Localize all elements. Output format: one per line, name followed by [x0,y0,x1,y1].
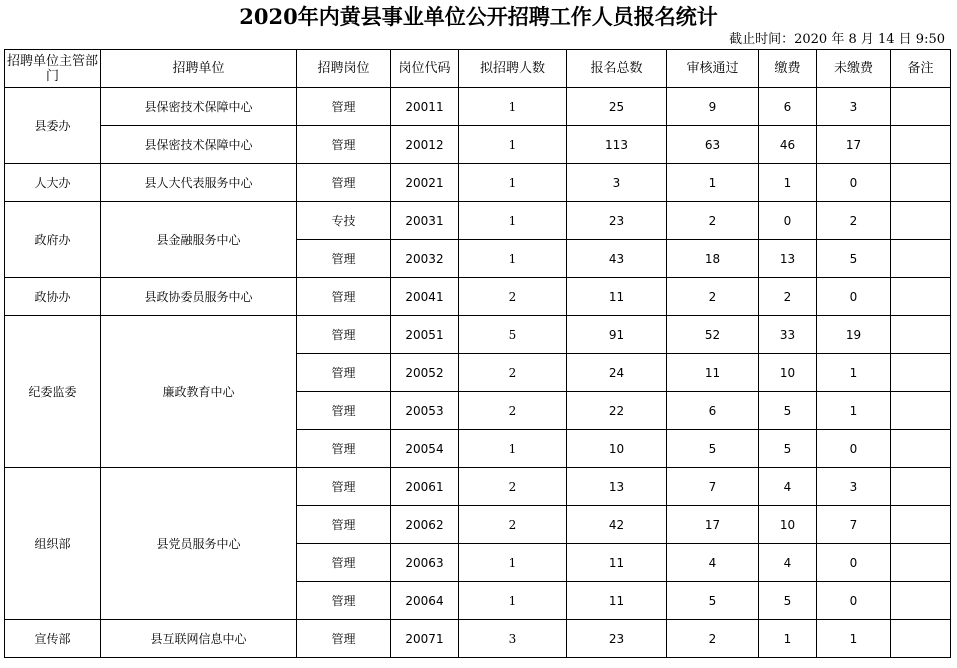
cell-paid: 13 [759,240,817,278]
cell-approved: 17 [667,506,759,544]
cell-total: 13 [567,468,667,506]
cell-code: 20054 [391,430,459,468]
cell-total: 3 [567,164,667,202]
cell-post: 专技 [297,202,391,240]
cell-unit: 县互联网信息中心 [101,620,297,658]
header-unit: 招聘单位 [101,50,297,88]
deadline-text: 截止时间：2020 年 8 月 14 日 9:50 [729,32,945,47]
cell-paid: 2 [759,278,817,316]
header-planned: 拟招聘人数 [459,50,567,88]
header-dept: 招聘单位主管部门 [5,50,101,88]
cell-post: 管理 [297,544,391,582]
cell-note [891,88,951,126]
cell-unit: 县党员服务中心 [101,468,297,620]
cell-note [891,506,951,544]
cell-total: 22 [567,392,667,430]
cell-planned: 2 [459,354,567,392]
cell-post: 管理 [297,278,391,316]
cell-unit: 县保密技术保障中心 [101,88,297,126]
cell-unpaid: 0 [817,582,891,620]
cell-planned: 1 [459,202,567,240]
cell-unpaid: 3 [817,468,891,506]
cell-planned: 2 [459,278,567,316]
cell-unpaid: 0 [817,164,891,202]
cell-dept: 组织部 [5,468,101,620]
cell-unpaid: 5 [817,240,891,278]
cell-code: 20062 [391,506,459,544]
cell-approved: 63 [667,126,759,164]
cell-planned: 3 [459,620,567,658]
cell-unpaid: 0 [817,430,891,468]
cell-post: 管理 [297,88,391,126]
cell-approved: 4 [667,544,759,582]
cell-paid: 4 [759,544,817,582]
cell-approved: 52 [667,316,759,354]
cell-note [891,316,951,354]
cell-paid: 5 [759,392,817,430]
cell-paid: 6 [759,88,817,126]
cell-total: 25 [567,88,667,126]
table-row [5,88,951,126]
cell-total: 11 [567,544,667,582]
table-row [5,202,951,240]
cell-post: 管理 [297,468,391,506]
page-title: 2020年内黄县事业单位公开招聘工作人员报名统计 [239,4,718,29]
header-total: 报名总数 [567,50,667,88]
cell-planned: 2 [459,392,567,430]
cell-approved: 6 [667,392,759,430]
cell-planned: 5 [459,316,567,354]
header-post: 招聘岗位 [297,50,391,88]
cell-post: 管理 [297,354,391,392]
cell-approved: 7 [667,468,759,506]
cell-note [891,392,951,430]
header-approved: 审核通过 [667,50,759,88]
cell-planned: 2 [459,468,567,506]
cell-unpaid: 1 [817,354,891,392]
registration-table [4,49,951,658]
cell-post: 管理 [297,582,391,620]
cell-post: 管理 [297,620,391,658]
cell-note [891,126,951,164]
cell-code: 20012 [391,126,459,164]
cell-planned: 1 [459,88,567,126]
cell-unpaid: 1 [817,392,891,430]
cell-total: 43 [567,240,667,278]
cell-code: 20061 [391,468,459,506]
cell-dept: 县委办 [5,88,101,164]
cell-post: 管理 [297,392,391,430]
cell-code: 20052 [391,354,459,392]
cell-planned: 2 [459,506,567,544]
cell-paid: 5 [759,582,817,620]
table-row [5,126,951,164]
cell-paid: 46 [759,126,817,164]
cell-paid: 0 [759,202,817,240]
cell-unpaid: 7 [817,506,891,544]
header-row [5,50,951,88]
cell-post: 管理 [297,164,391,202]
header-unpaid: 未缴费 [817,50,891,88]
table-row [5,620,951,658]
cell-code: 20063 [391,544,459,582]
cell-approved: 5 [667,430,759,468]
cell-approved: 18 [667,240,759,278]
cell-unpaid: 17 [817,126,891,164]
cell-total: 23 [567,620,667,658]
cell-code: 20032 [391,240,459,278]
cell-planned: 1 [459,240,567,278]
cell-unpaid: 1 [817,620,891,658]
cell-note [891,240,951,278]
cell-unpaid: 2 [817,202,891,240]
cell-planned: 1 [459,582,567,620]
cell-planned: 1 [459,164,567,202]
cell-dept: 宣传部 [5,620,101,658]
cell-post: 管理 [297,506,391,544]
cell-paid: 33 [759,316,817,354]
cell-note [891,354,951,392]
cell-unit: 县政协委员服务中心 [101,278,297,316]
header-paid: 缴费 [759,50,817,88]
cell-planned: 1 [459,126,567,164]
cell-total: 11 [567,582,667,620]
cell-post: 管理 [297,126,391,164]
cell-dept: 纪委监委 [5,316,101,468]
cell-paid: 5 [759,430,817,468]
cell-total: 113 [567,126,667,164]
table-row [5,468,951,506]
cell-unpaid: 3 [817,88,891,126]
cell-unpaid: 0 [817,278,891,316]
cell-total: 10 [567,430,667,468]
cell-code: 20071 [391,620,459,658]
cell-approved: 11 [667,354,759,392]
cell-note [891,544,951,582]
cell-unit: 县保密技术保障中心 [101,126,297,164]
cell-code: 20041 [391,278,459,316]
cell-note [891,582,951,620]
table-body [5,88,951,658]
cell-note [891,430,951,468]
cell-note [891,164,951,202]
cell-dept: 人大办 [5,164,101,202]
cell-paid: 10 [759,506,817,544]
cell-code: 20021 [391,164,459,202]
cell-dept: 政协办 [5,278,101,316]
cell-code: 20011 [391,88,459,126]
cell-approved: 9 [667,88,759,126]
cell-note [891,278,951,316]
cell-note [891,620,951,658]
cell-total: 24 [567,354,667,392]
cell-paid: 4 [759,468,817,506]
cell-approved: 1 [667,164,759,202]
cell-paid: 10 [759,354,817,392]
cell-note [891,202,951,240]
cell-unpaid: 0 [817,544,891,582]
cell-dept: 政府办 [5,202,101,278]
cell-code: 20053 [391,392,459,430]
cell-unpaid: 19 [817,316,891,354]
cell-total: 11 [567,278,667,316]
cell-approved: 2 [667,202,759,240]
cell-unit: 县人大代表服务中心 [101,164,297,202]
cell-post: 管理 [297,430,391,468]
cell-approved: 2 [667,278,759,316]
cell-unit: 县金融服务中心 [101,202,297,278]
cell-note [891,468,951,506]
cell-approved: 5 [667,582,759,620]
cell-post: 管理 [297,240,391,278]
cell-post: 管理 [297,316,391,354]
header-note: 备注 [891,50,951,88]
cell-total: 42 [567,506,667,544]
cell-paid: 1 [759,620,817,658]
cell-unit: 廉政教育中心 [101,316,297,468]
cell-code: 20051 [391,316,459,354]
header-code: 岗位代码 [391,50,459,88]
cell-total: 91 [567,316,667,354]
cell-code: 20031 [391,202,459,240]
cell-approved: 2 [667,620,759,658]
cell-total: 23 [567,202,667,240]
table-row [5,278,951,316]
cell-planned: 1 [459,430,567,468]
cell-planned: 1 [459,544,567,582]
table-row [5,164,951,202]
table-row [5,316,951,354]
cell-paid: 1 [759,164,817,202]
cell-code: 20064 [391,582,459,620]
